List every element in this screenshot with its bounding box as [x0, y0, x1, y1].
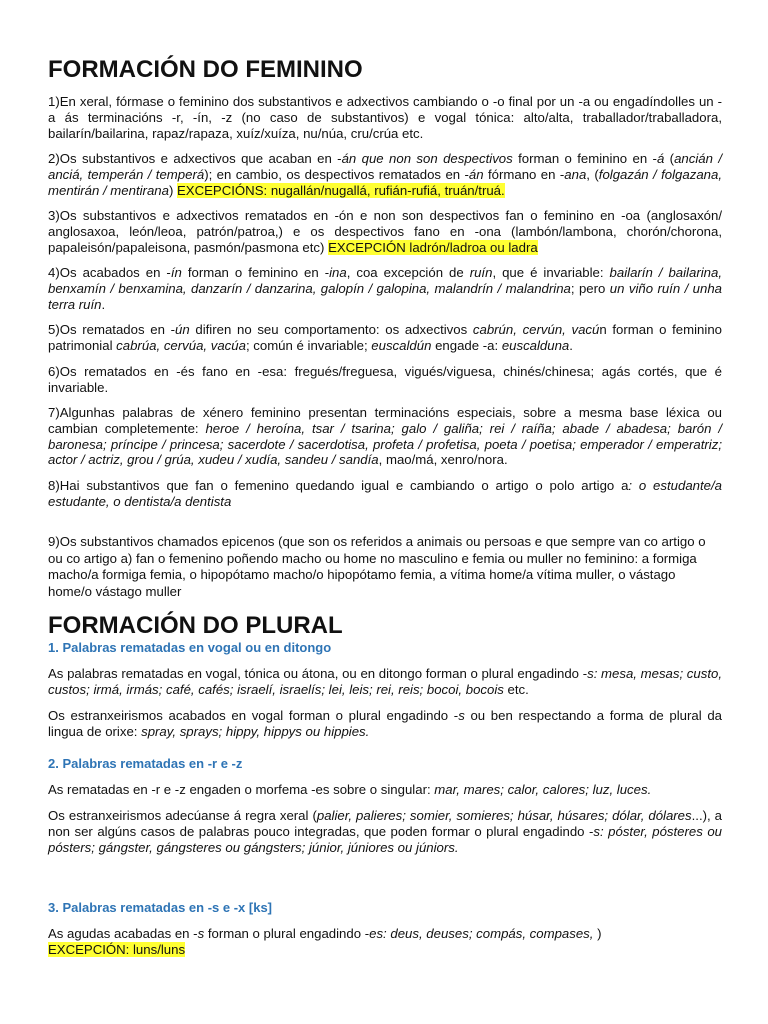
- p4-k: .: [101, 296, 106, 312]
- p2-l: folgazán / folgazana, mentirán / mentirana: [48, 166, 722, 198]
- section-3-paragraph-a-text: [48, 926, 722, 958]
- p5-j: euscalduna: [501, 337, 570, 353]
- p2-f: ancián / anciá, temperán / temperá: [48, 151, 722, 182]
- p5-f: cabrúa, cervúa, vacúa: [116, 337, 246, 353]
- s1-pb-b: s: [458, 708, 465, 723]
- paragraph-7-text: [48, 405, 722, 468]
- p5-h: euscaldún: [371, 337, 432, 353]
- paragraph-9-text: 9)Os substantivos chamados epicenos (que son os referidos a animais ou persoas e que sempre van co artigo o ou co artigo a) fan o femenino poñendo macho ou home no masculino e femia ou muller no feminino: a formiga macho/a formiga femia, o hipopótamo macho/o hipopótamo femia, a vítima home/a vítima muller, o vástago home/o vástago muller: [48, 534, 706, 599]
- section-1-heading: 1. Palabras rematadas en vogal ou en ditongo: [48, 640, 332, 655]
- s1-pb-c: ou ben respectando a forma de plural da lingua de orixe:: [48, 708, 723, 739]
- p2-b: án que non son despectivos: [341, 151, 513, 166]
- p7-c: , mao/má, xenro/nora.: [378, 452, 508, 468]
- p4-e: , coa excepción de: [346, 265, 470, 280]
- p4-h: bailarín / bailarina, benxamín / benxamina, danzarín / danzarina, galopín / galopina, malandrín / malandrina: [48, 265, 722, 296]
- section-2-paragraph-b-text: [48, 808, 722, 855]
- paragraph-9: [48, 534, 708, 600]
- section-3-heading: 3. Palabras rematadas en -s e -x [ks]: [48, 900, 273, 915]
- s1-pb-a: Os estranxeirismos acabados en vogal forman o plural engadindo -: [48, 708, 459, 723]
- p3-highlight-exception: EXCEPCIÓN ladrón/ladroa ou ladra: [328, 239, 538, 255]
- s2-pb-b: palier, palieres; somier, somieres; húsar, húsares; dólar, dólares: [316, 808, 692, 823]
- paragraph-7: [48, 405, 722, 468]
- p5-a: 5)Os rematados en -: [48, 322, 176, 337]
- p5-d: cabrún, cervún, vacú: [472, 322, 600, 337]
- paragraph-1: [48, 94, 722, 141]
- s2-pb-d: s: póster, pósteres ou pósters; gángster, gángsteres ou gángsters; júnior, júniores ou júniors.: [48, 823, 722, 855]
- p5-i: engade -a:: [431, 337, 502, 353]
- s3-pa-a: As agudas acabadas en -: [48, 926, 198, 941]
- p7-a: 7)Algunhas palabras de xénero feminino presentan terminacións especiais, sobre a mesma base léxica ou cambian completemente:: [48, 405, 722, 436]
- paragraph-5-text: [48, 322, 722, 354]
- p5-c: difiren no seu comportamento: os adxectivos: [189, 322, 473, 337]
- s1-pa-a: As palabras rematadas en vogal, tónica ou átona, ou en ditongo forman o plural engadindo -: [48, 666, 588, 681]
- section-1-paragraph-a-text: [48, 666, 722, 698]
- p4-f: ruín: [469, 265, 493, 280]
- p5-k: .: [569, 337, 573, 353]
- p4-c: forman o feminino en -: [181, 265, 330, 280]
- paragraph-1-text: 1)En xeral, fórmase o feminino dos substantivos e adxectivos cambiando o -o final por un -a ou engadíndolles un -a ás terminacións -r, -ín, -z (no caso de substantivos) e vogal tónica: alto/alta, traballador/traballadora, bailarín/bailarina, rapaz/rapaza, xuíz/xuíza, nu/núa, cru/crúa etc.: [48, 94, 722, 141]
- p5-e: n forman o feminino patrimonial: [48, 322, 722, 353]
- p4-g: , que é invariable:: [492, 265, 610, 280]
- s3-pa-d: es: deus, deuses; compás, compases,: [369, 926, 598, 941]
- paragraph-4-text: [48, 265, 722, 312]
- p2-a: 2)Os substantivos e adxectivos que acaban en -: [48, 151, 342, 166]
- p2-e: (: [664, 151, 675, 166]
- p2-m: ): [168, 182, 178, 198]
- p4-i: ; pero: [570, 280, 610, 296]
- title-feminine: FORMACIÓN DO FEMININO: [48, 56, 363, 83]
- p4-b: ín: [170, 265, 182, 280]
- paragraph-2-text: [48, 151, 722, 198]
- paragraph-3: [48, 208, 722, 255]
- p7-b: heroe / heroína, tsar / tsarina; galo / galiña; rei / raíña; abade / abadesa; barón / baronesa; príncipe / princesa; sacerdote / sacerdotisa, profeta / profetisa, poeta / poetisa; emperador / emperatriz; actor / actriz, grou / grúa, xudeu / xudía, sandeu / sandía: [48, 420, 722, 468]
- p5-g: ; común é invariable;: [245, 337, 372, 353]
- p2-j: ana: [564, 166, 587, 182]
- section-2-paragraph-a: [48, 782, 722, 798]
- section-2-paragraph-a-text: [48, 782, 722, 798]
- p2-i: fórmano en -: [483, 166, 565, 182]
- p2-d: á: [656, 151, 665, 166]
- p4-a: 4)Os acabados en -: [48, 265, 171, 280]
- paragraph-3-text: [48, 208, 722, 255]
- paragraph-6: [48, 364, 722, 396]
- s2-pb-a: Os estranxeirismos adecúanse á regra xeral (: [48, 808, 317, 823]
- paragraph-6-text: 6)Os rematados en -és fano en -esa: fregués/freguesa, vigués/viguesa, chinés/chinesa; agás cortés, que é invariable.: [48, 364, 722, 395]
- p8-a: 8)Hai substantivos que fan o femenino quedando igual e cambiando o artigo o polo artigo a: [48, 478, 629, 493]
- p2-highlight-exceptions: EXCEPCIÓNS: nugallán/nugallá, rufián-rufiá, truán/truá.: [177, 182, 505, 198]
- p2-h: án: [468, 166, 484, 182]
- paragraph-8-text: [48, 478, 722, 510]
- section-3-paragraph-a: [48, 926, 722, 958]
- paragraph-4: [48, 265, 722, 312]
- s3-pa-e: ): [597, 926, 602, 941]
- p5-b: ún: [175, 322, 190, 337]
- section-1-paragraph-a: [48, 666, 722, 698]
- p2-g: ); en cambio, os despectivos rematados en -: [204, 166, 469, 182]
- title-plural: FORMACIÓN DO PLURAL: [48, 612, 343, 639]
- paragraph-5: [48, 322, 722, 354]
- paragraph-8: [48, 478, 722, 510]
- p2-k: , (: [586, 166, 599, 182]
- s1-pa-c: etc.: [503, 681, 529, 697]
- section-2-heading: 2. Palabras rematadas en -r e -z: [48, 756, 243, 771]
- s3-highlight-exception: EXCEPCIÓN: luns/luns: [48, 941, 186, 957]
- s3-pa-b: s: [197, 926, 205, 941]
- s3-pa-c: forman o plural engadindo -: [204, 926, 370, 941]
- s2-pa-b: mar, mares; calor, calores; luz, luces.: [434, 782, 652, 797]
- p4-d: ina: [329, 265, 347, 280]
- section-2-paragraph-b: [48, 808, 722, 855]
- s2-pb-c: ...), a non ser algúns casos de palabras pouco integradas, que poden formar o plural engadindo -: [48, 808, 723, 839]
- section-3-heading-wrap: [48, 900, 722, 916]
- section-2-heading-wrap: [48, 756, 722, 772]
- s1-pb-d: spray, sprays; hippy, hippys ou hippies.: [141, 723, 370, 739]
- section-1-heading-wrap: [48, 640, 722, 656]
- s1-pa-b: s: mesa, mesas; custo, custos; irmá, irmás; café, cafés; israelí, israelís; lei, leis; rei, reis; bocoi, bocois: [48, 666, 722, 697]
- section-1-paragraph-b-text: [48, 708, 722, 740]
- p8-b: : o estudante/a estudante, o dentista/a dentista: [48, 478, 722, 509]
- s2-pa-a: As rematadas en -r e -z engaden o morfema -es sobre o singular:: [48, 782, 435, 797]
- p2-c: forman o feminino en -: [512, 151, 657, 166]
- paragraph-2: [48, 151, 722, 198]
- p3-a: 3)Os substantivos e adxectivos rematados en -ón e non son despectivos fan o feminino en -oa (anglosaxón/ anglosaxoa, león/leoa, patrón/patroa,) e os despectivos fano en -ona (lambón/lambona, chorón/chorona, papaleisón/papaleisona, pasmón/pasmona etc): [48, 208, 722, 255]
- section-1-paragraph-b: [48, 708, 722, 740]
- p4-j: un viño ruín / unha terra ruín: [48, 280, 722, 312]
